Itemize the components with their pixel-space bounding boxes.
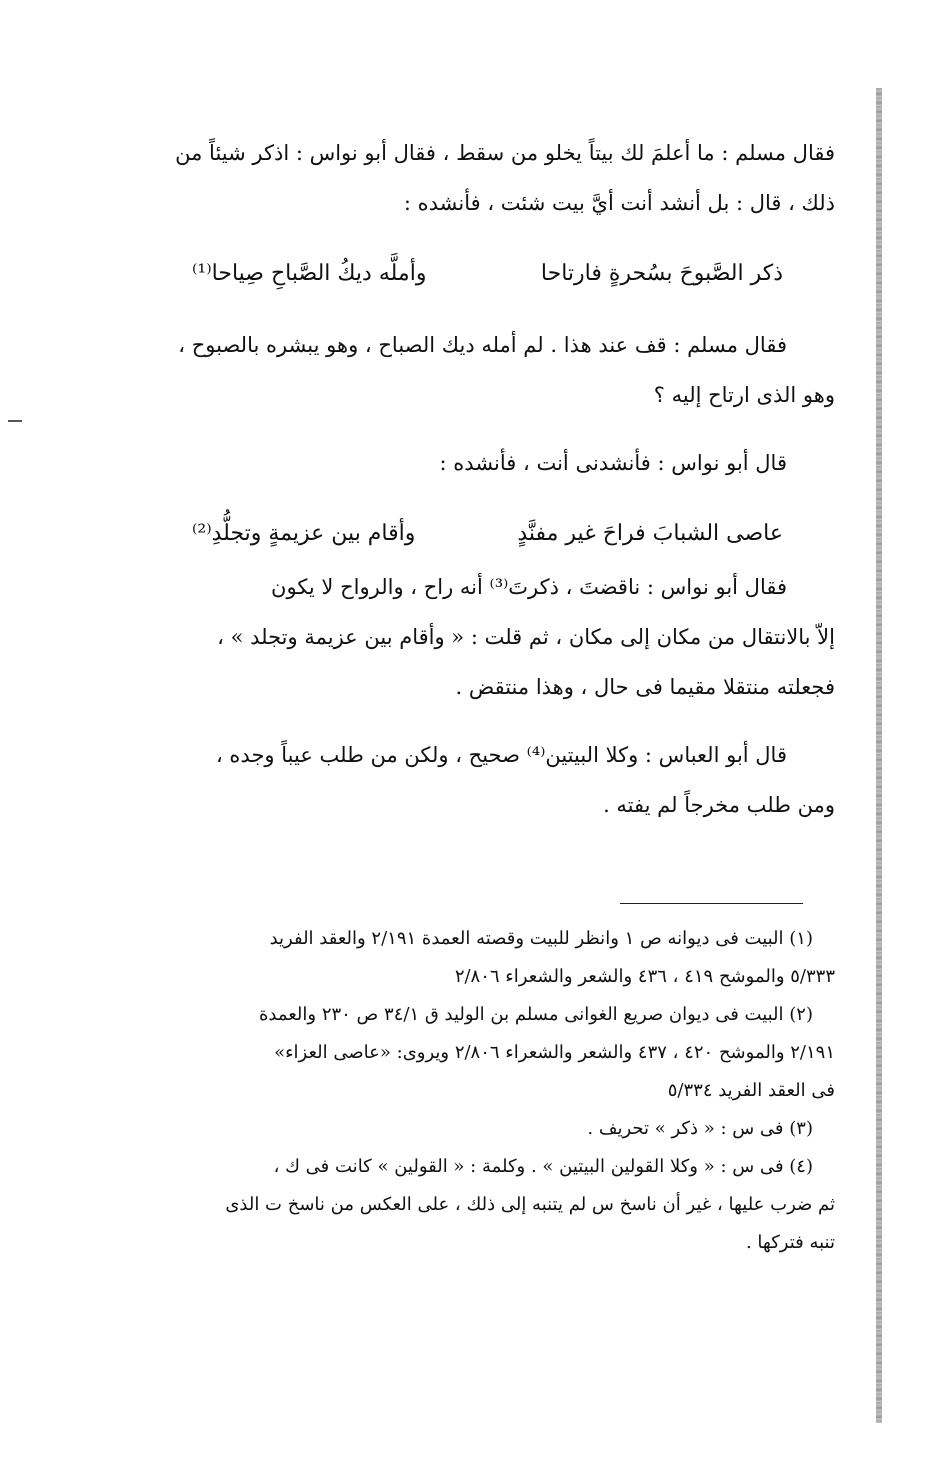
verse-1-first-hemistich: ذكر الصَّبوحَ بسُحرةٍ فارتاحا: [540, 261, 783, 286]
verse-1-second-hemistich: وأملَّه ديكُ الصَّباحِ صِياحا⁽¹⁾: [192, 261, 427, 286]
text-line: ذلك ، قال : بل أنشد أنت أيَّ بيت شئت ، فأنشده :: [403, 191, 835, 215]
text-line: إلاّ بالانتقال من مكان إلى مكان ، ثم قلت : « وأقام بين عزيمة وتجلد » ،: [217, 625, 835, 649]
footnote-line: (٣) فى س : « ذكر » تحريف .: [587, 1118, 813, 1139]
footnote-line: (٢) البيت فى ديوان صريع الغوانى مسلم بن الوليد ق ٣٤/١ ص ٢٣٠ والعمدة: [258, 1004, 813, 1025]
footnote-line: ٢/١٩١ والموشح ٤٢٠ ، ٤٣٧ والشعر والشعراء ٢/٨٠٦ ويروى: «عاصى العزاء»: [274, 1042, 835, 1063]
footnote-line: (٤) فى س : « وكلا القولين البيتين » . وكلمة : « القولين » كانت فى ك ،: [273, 1156, 813, 1177]
verse-2: [100, 506, 835, 562]
text-line: فقال مسلم : قف عند هذا . لم أمله ديك الصباح ، وهو يبشره بالصبوح ،: [178, 333, 787, 357]
footnotes: [100, 920, 835, 1262]
text-line: فقال أبو نواس : ناقضتَ ، ذكرتَ⁽³⁾ أنه راح ، والرواح لا يكون: [271, 575, 787, 599]
text-line: فقال مسلم : ما أعلمَ لك بيتاً يخلو من سقط ، فقال أبو نواس : اذكر شيئاً من: [175, 141, 835, 165]
text-line: ومن طلب مخرجاً لم يفته .: [603, 793, 835, 817]
text-line: وهو الذى ارتاح إليه ؟: [653, 383, 835, 407]
text-line: قال أبو نواس : فأنشدنى أنت ، فأنشده :: [439, 451, 787, 475]
text-line: قال أبو العباس : وكلا البيتين⁽⁴⁾ صحيح ، ولكن من طلب عيباً وجده ،: [215, 743, 787, 767]
margin-mark: [8, 420, 22, 422]
footnote-line: فى العقد الفريد ٥/٣٣٤: [667, 1080, 835, 1101]
text-line: فجعلته منتقلا مقيما فى حال ، وهذا منتقض .: [455, 675, 835, 699]
footnote-separator: [620, 903, 803, 904]
footnote-line: تنبه فتركها .: [745, 1232, 835, 1253]
verse-2-first-hemistich: عاصى الشبابَ فراحَ غير مفنَّدٍ: [517, 521, 783, 546]
footnote-line: ثم ضرب عليها ، غير أن ناسخ س لم يتنبه إلى ذلك ، على العكس من ناسخ ت الذى: [225, 1194, 835, 1215]
verse-2-second-hemistich: وأقام بين عزيمةٍ وتجلُّدِ⁽²⁾: [192, 521, 416, 546]
verse-1: [100, 246, 835, 302]
footnote-line: (١) البيت فى ديوانه ص ١ وانظر للبيت وقصته العمدة ٢/١٩١ والعقد الفريد: [269, 928, 813, 949]
main-text: [100, 128, 835, 830]
page-edge-shadow: [876, 88, 882, 1423]
footnote-line: ٥/٣٣٣ والموشح ٤١٩ ، ٤٣٦ والشعر والشعراء ٢/٨٠٦: [454, 966, 835, 987]
